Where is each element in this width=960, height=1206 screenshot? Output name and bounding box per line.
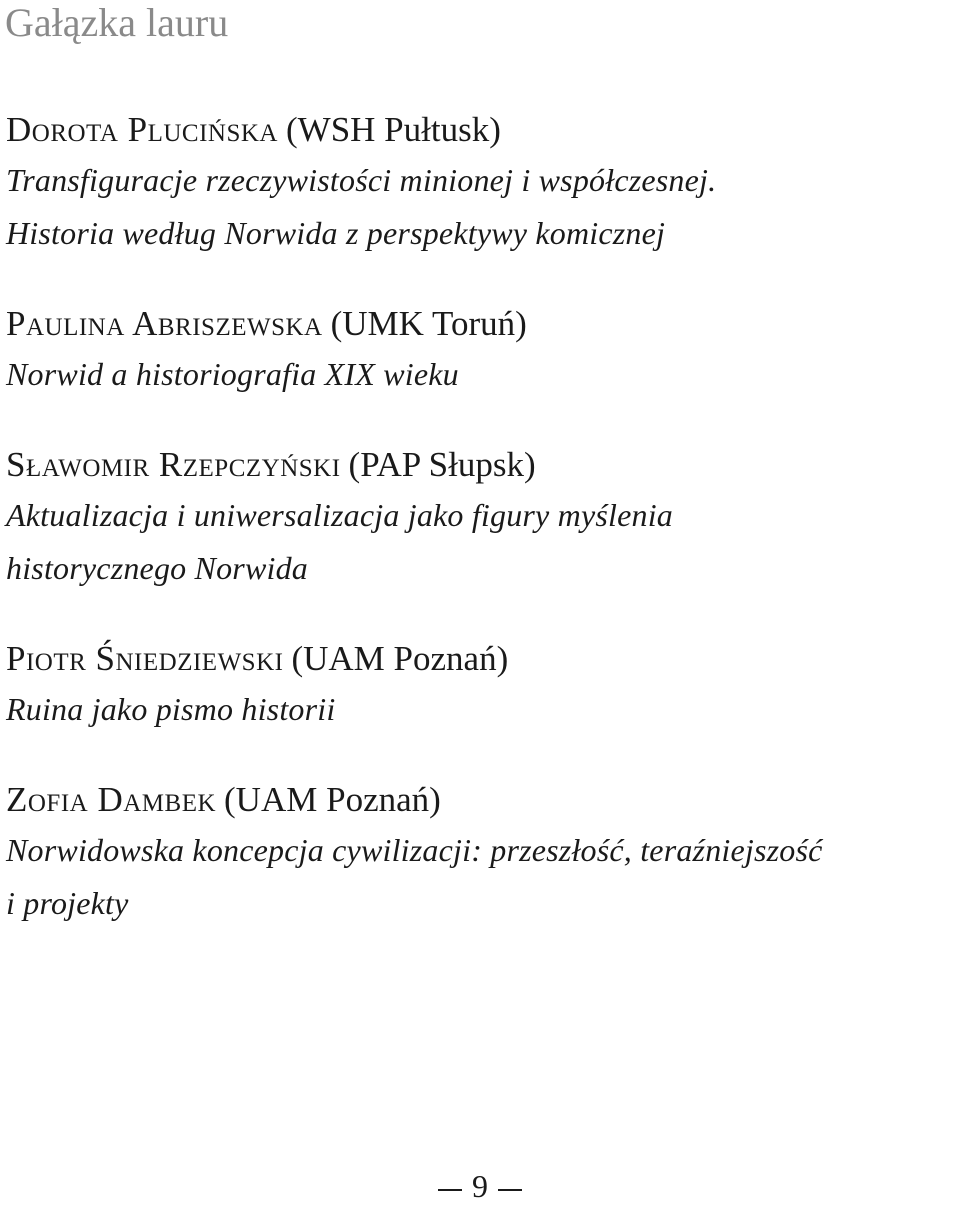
author-line <box>6 441 956 489</box>
program-entry <box>6 635 956 736</box>
program-entries <box>6 106 956 970</box>
author-name: Zofia Dambek <box>6 780 217 819</box>
paper-title-line: Transfiguracje rzeczywistości minionej i współczesnej. <box>6 162 717 198</box>
program-entry <box>6 300 956 401</box>
program-entry <box>6 776 956 930</box>
program-entry <box>6 441 956 595</box>
author-affiliation: (UAM Poznań) <box>291 639 509 678</box>
author-affiliation: (WSH Pułtusk) <box>286 110 501 149</box>
author-affiliation: (PAP Słupsk) <box>348 445 536 484</box>
program-entry <box>6 106 956 260</box>
paper-title-line: historycznego Norwida <box>6 550 308 586</box>
author-name: Dorota Plucińska <box>6 110 278 149</box>
author-line <box>6 300 956 348</box>
running-header-title: Gałązka lauru <box>5 0 229 45</box>
page-number-left-dash <box>438 1189 462 1191</box>
paper-title-line: Ruina jako pismo historii <box>6 691 336 727</box>
author-line <box>6 635 956 683</box>
author-name: Sławomir Rzepczyński <box>6 445 341 484</box>
author-name: Paulina Abriszewska <box>6 304 323 343</box>
paper-title-line: i projekty <box>6 885 129 921</box>
page-number-right-dash <box>498 1189 522 1191</box>
page-number-value: 9 <box>472 1168 488 1204</box>
author-name: Piotr Śniedziewski <box>6 639 284 678</box>
author-affiliation: (UAM Poznań) <box>224 780 441 819</box>
page-number <box>0 1166 960 1206</box>
paper-title-line: Norwidowska koncepcja cywilizacji: przeszłość, teraźniejszość <box>6 832 823 868</box>
paper-title-line: Aktualizacja i uniwersalizacja jako figury myślenia <box>6 497 674 533</box>
paper-title-line: Norwid a historiografia XIX wieku <box>6 356 459 392</box>
author-line <box>6 776 956 824</box>
author-line <box>6 106 956 154</box>
author-affiliation: (UMK Toruń) <box>330 304 527 343</box>
paper-title-line: Historia według Norwida z perspektywy komicznej <box>6 215 666 251</box>
